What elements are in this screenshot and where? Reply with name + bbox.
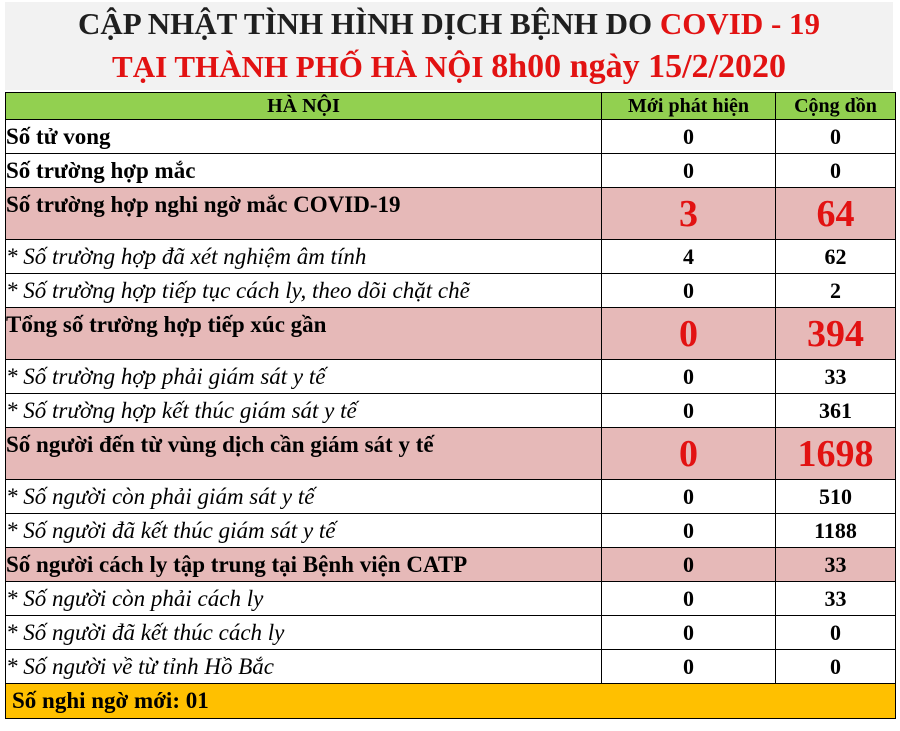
row-new-value: 0: [602, 154, 776, 188]
table-row: [6, 616, 896, 650]
title-line-1: [5, 6, 893, 42]
row-label: Số tử vong: [6, 120, 602, 154]
row-new-value: 4: [602, 240, 776, 274]
row-label: * Số người đã kết thúc cách ly: [6, 616, 602, 650]
row-total-value: 2: [776, 274, 896, 308]
row-total-value: 33: [776, 548, 896, 582]
row-new-value: 0: [602, 120, 776, 154]
row-total-value: 0: [776, 650, 896, 684]
title-prefix: CẬP NHẬT TÌNH HÌNH DỊCH BỆNH DO: [77, 6, 653, 41]
row-label: * Số người đã kết thúc giám sát y tế: [6, 514, 602, 548]
table-row: [6, 154, 896, 188]
row-total-value: 62: [776, 240, 896, 274]
row-label: Số trường hợp nghi ngờ mắc COVID-19: [6, 188, 602, 240]
row-total-value: 394: [776, 308, 896, 360]
row-total-value: 64: [776, 188, 896, 240]
header-new: Mới phát hiện: [602, 93, 776, 120]
table-row: [6, 274, 896, 308]
row-new-value: 0: [602, 616, 776, 650]
row-total-value: 33: [776, 582, 896, 616]
row-new-value: 0: [602, 514, 776, 548]
table-row: [6, 428, 896, 480]
title-location: TẠI THÀNH PHỐ HÀ NỘI: [112, 49, 484, 84]
row-new-value: 0: [602, 274, 776, 308]
row-total-value: 1698: [776, 428, 896, 480]
table-row: [6, 360, 896, 394]
row-new-value: 0: [602, 394, 776, 428]
row-label: Số người đến từ vùng dịch cần giám sát y tế: [6, 428, 602, 480]
row-total-value: 0: [776, 616, 896, 650]
row-total-value: 0: [776, 154, 896, 188]
table-row: [6, 120, 896, 154]
row-new-value: 0: [602, 308, 776, 360]
row-new-value: 0: [602, 428, 776, 480]
row-label: * Số người còn phải giám sát y tế: [6, 480, 602, 514]
table-row: [6, 308, 896, 360]
table-row: [6, 650, 896, 684]
row-label: * Số trường hợp kết thúc giám sát y tế: [6, 394, 602, 428]
row-new-value: 0: [602, 650, 776, 684]
table-header-row: [6, 93, 896, 120]
title-disease: COVID - 19: [659, 6, 821, 41]
table-row: [6, 188, 896, 240]
title-line-2: [5, 48, 893, 86]
row-total-value: 1188: [776, 514, 896, 548]
footer-row: [6, 684, 896, 719]
row-label: * Số trường hợp đã xét nghiệm âm tính: [6, 240, 602, 274]
row-total-value: 0: [776, 120, 896, 154]
row-total-value: 361: [776, 394, 896, 428]
row-label: Tổng số trường hợp tiếp xúc gần: [6, 308, 602, 360]
row-label: * Số người về từ tỉnh Hồ Bắc: [6, 650, 602, 684]
table-row: [6, 582, 896, 616]
covid-stats-table: [5, 92, 896, 719]
table-row: [6, 514, 896, 548]
row-total-value: 510: [776, 480, 896, 514]
table-row: [6, 240, 896, 274]
header-total: Cộng dồn: [776, 93, 896, 120]
table-row: [6, 548, 896, 582]
title-timestamp: 8h00 ngày 15/2/2020: [491, 48, 786, 85]
row-new-value: 0: [602, 548, 776, 582]
table-row: [6, 480, 896, 514]
row-label: * Số trường hợp phải giám sát y tế: [6, 360, 602, 394]
row-new-value: 0: [602, 582, 776, 616]
row-new-value: 3: [602, 188, 776, 240]
row-label: Số trường hợp mắc: [6, 154, 602, 188]
row-label: Số người cách ly tập trung tại Bệnh viện CATP: [6, 548, 602, 582]
row-total-value: 33: [776, 360, 896, 394]
row-label: * Số trường hợp tiếp tục cách ly, theo dõi chặt chẽ: [6, 274, 602, 308]
title-banner: [5, 2, 893, 90]
footer-new-suspected: Số nghi ngờ mới: 01: [6, 684, 896, 719]
row-new-value: 0: [602, 480, 776, 514]
table-row: [6, 394, 896, 428]
header-region: HÀ NỘI: [6, 93, 602, 120]
row-new-value: 0: [602, 360, 776, 394]
row-label: * Số người còn phải cách ly: [6, 582, 602, 616]
